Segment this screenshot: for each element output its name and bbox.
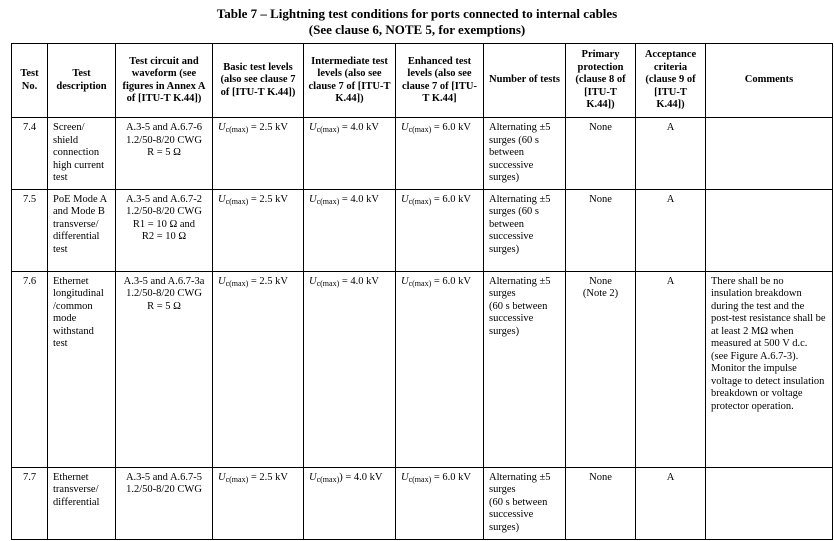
acceptance-cell [636,189,706,271]
level-subscript: c(max) [408,474,432,484]
level-subscript: c(max) [316,278,340,288]
level-subscript: c(max) [408,196,432,206]
acceptance-cell [636,271,706,467]
basic-level-cell-value: = 2.5 kV [248,122,289,133]
level-symbol: U [401,471,409,483]
circuit-cell-text: A.3-5 and A.6.7-3a [123,275,205,287]
comments-cell [706,467,833,539]
level-symbol: U [218,275,226,287]
enhanced-level-cell [396,189,484,271]
table-row [12,467,833,539]
description-cell [48,189,116,271]
number-of-tests-cell [484,189,566,271]
basic-level-cell [213,118,304,190]
enhanced-level-cell [396,467,484,539]
circuit-cell-text: 1.2/50-8/20 CWG [126,134,202,146]
circuit-cell [116,467,213,539]
level-symbol: U [218,122,226,133]
number-of-tests-cell-text: Alternating ±5 surges (60 s between successive surges) [489,122,551,183]
acceptance-cell [636,467,706,539]
level-symbol: U [218,193,226,205]
test-no-cell [12,271,48,467]
number-of-tests-cell-text: (60 s between successive surges) [489,300,548,337]
acceptance-cell-text: A [666,275,675,287]
basic-level-cell-value: = 2.5 kV [248,275,289,287]
level-subscript: c(max) [408,278,432,288]
level-subscript: c(max) [225,196,249,206]
number-of-tests-cell-text: Alternating ±5 surges [489,275,551,299]
level-symbol: U [401,122,409,133]
primary-protection-cell-text: (Note 2) [582,288,619,299]
circuit-cell [116,271,213,467]
basic-level-cell-value: = 2.5 kV [248,471,289,483]
enhanced-level-cell [396,118,484,190]
primary-protection-cell-text: None [589,471,612,483]
header-test-no: Test No. [12,44,48,118]
level-subscript: c(max) [408,125,432,134]
circuit-cell-text: R = 5 Ω [147,147,181,158]
intermediate-level-cell [304,118,396,190]
level-subscript: c(max) [225,278,249,288]
comments-cell [706,271,833,467]
enhanced-level-cell-value: = 6.0 kV [431,193,472,205]
test-no-cell-text: 7.7 [22,471,37,483]
acceptance-cell-text: A [666,122,675,133]
level-subscript: c(max) [316,125,340,134]
circuit-cell-text: 1.2/50-8/20 CWG [126,206,202,217]
number-of-tests-cell [484,118,566,190]
circuit-cell-text: 1.2/50-8/20 CWG [126,288,202,299]
header-description: Test description [48,44,116,118]
circuit-cell-text: R = 5 Ω [147,300,181,312]
level-symbol: U [309,193,317,205]
primary-protection-cell-text: None [589,275,612,287]
header-acceptance: Acceptance criteria (clause 9 of [ITU-T K.44]) [636,44,706,118]
level-subscript: c(max) [225,474,249,484]
primary-protection-cell [566,271,636,467]
table-title: Table 7 – Lightning test conditions for ports connected to internal cables [216,6,618,21]
number-of-tests-cell-text: Alternating ±5 surges [489,471,551,495]
primary-protection-cell-text: None [589,193,612,205]
header-primary-protection: Primary protection (clause 8 of [ITU-T K.44]) [566,44,636,118]
comments-cell-text: There shall be no insulation breakdown during the test and the post-test resistance shall be at least 2 MΩ when measured at 500 V d.c. [711,275,826,349]
circuit-cell-text: A.3-5 and A.6.7-5 [125,471,203,483]
circuit-cell [116,189,213,271]
circuit-cell-text: A.3-5 and A.6.7-6 [125,122,203,133]
circuit-cell-text: A.3-5 and A.6.7-2 [125,193,203,205]
number-of-tests-cell-text: Alternating ±5 surges (60 s between successive surges) [489,193,551,255]
level-symbol: U [309,471,317,483]
acceptance-cell-text: A [666,471,675,483]
primary-protection-cell [566,467,636,539]
acceptance-cell-text: A [666,193,675,205]
level-subscript: c(max) [225,125,249,134]
primary-protection-cell [566,118,636,190]
comments-cell-text: (see Figure A.6.7-3). Monitor the impulse voltage to detect insulation breakdown or voltage protector operation. [711,350,825,412]
intermediate-level-cell [304,467,396,539]
primary-protection-cell [566,189,636,271]
table-row [12,271,833,467]
basic-level-cell [213,189,304,271]
basic-level-cell [213,467,304,539]
lightning-test-table [11,43,833,540]
header-enhanced: Enhanced test levels (also see clause 7 of [ITU-T K.44] [396,44,484,118]
level-symbol: U [218,471,226,483]
table-subtitle: (See clause 6, NOTE 5, for exemptions) [308,22,526,37]
description-cell [48,118,116,190]
table-body [12,118,833,540]
number-of-tests-cell-text: (60 s between successive surges) [489,496,548,533]
header-basic: Basic test levels (also see clause 7 of [ITU-T K.44]) [213,44,304,118]
basic-level-cell [213,271,304,467]
description-cell-text: Screen/ shield connection high current test [53,122,105,183]
header-circuit: Test circuit and waveform (see figures in Annex A of [ITU-T K.44]) [116,44,213,118]
level-symbol: U [401,275,409,287]
header-row [12,44,833,118]
test-no-cell-text: 7.6 [22,275,37,287]
description-cell [48,467,116,539]
circuit-cell-text: R2 = 10 Ω [141,231,187,242]
level-symbol: U [309,275,317,287]
enhanced-level-cell-value: = 6.0 kV [431,471,472,483]
number-of-tests-cell [484,467,566,539]
test-no-cell [12,467,48,539]
circuit-cell-text: 1.2/50-8/20 CWG [126,484,202,495]
header-comments: Comments [706,44,833,118]
intermediate-level-cell [304,189,396,271]
enhanced-level-cell [396,271,484,467]
header-intermediate: Intermediate test levels (also see clause 7 of [ITU-T K.44]) [304,44,396,118]
enhanced-level-cell-value: = 6.0 kV [431,275,472,287]
test-no-cell-text: 7.5 [22,193,37,205]
table-row [12,118,833,190]
intermediate-level-cell-value: = 4.0 kV [339,122,380,133]
level-symbol: U [309,122,317,133]
table-row [12,189,833,271]
basic-level-cell-value: = 2.5 kV [248,193,289,205]
description-cell-text: Ethernet longitudinal /common mode withstand test [53,275,104,349]
test-no-cell-text: 7.4 [22,122,37,133]
header-number-of-tests: Number of tests [484,44,566,118]
intermediate-level-cell-value: ) = 4.0 kV [339,471,383,483]
comments-cell [706,118,833,190]
intermediate-level-cell-value: = 4.0 kV [339,193,380,205]
level-subscript: c(max) [316,474,340,484]
description-cell [48,271,116,467]
acceptance-cell [636,118,706,190]
test-no-cell [12,118,48,190]
test-no-cell [12,189,48,271]
level-symbol: U [401,193,409,205]
enhanced-level-cell-value: = 6.0 kV [431,122,472,133]
number-of-tests-cell [484,271,566,467]
primary-protection-cell-text: None [589,122,612,133]
intermediate-level-cell-value: = 4.0 kV [339,275,380,287]
comments-cell [706,189,833,271]
description-cell-text: Ethernet transverse/ differential [53,471,100,508]
circuit-cell-text: R1 = 10 Ω and [132,218,196,230]
level-subscript: c(max) [316,196,340,206]
intermediate-level-cell [304,271,396,467]
circuit-cell [116,118,213,190]
description-cell-text: PoE Mode A and Mode B transverse/ differential test [53,193,107,255]
